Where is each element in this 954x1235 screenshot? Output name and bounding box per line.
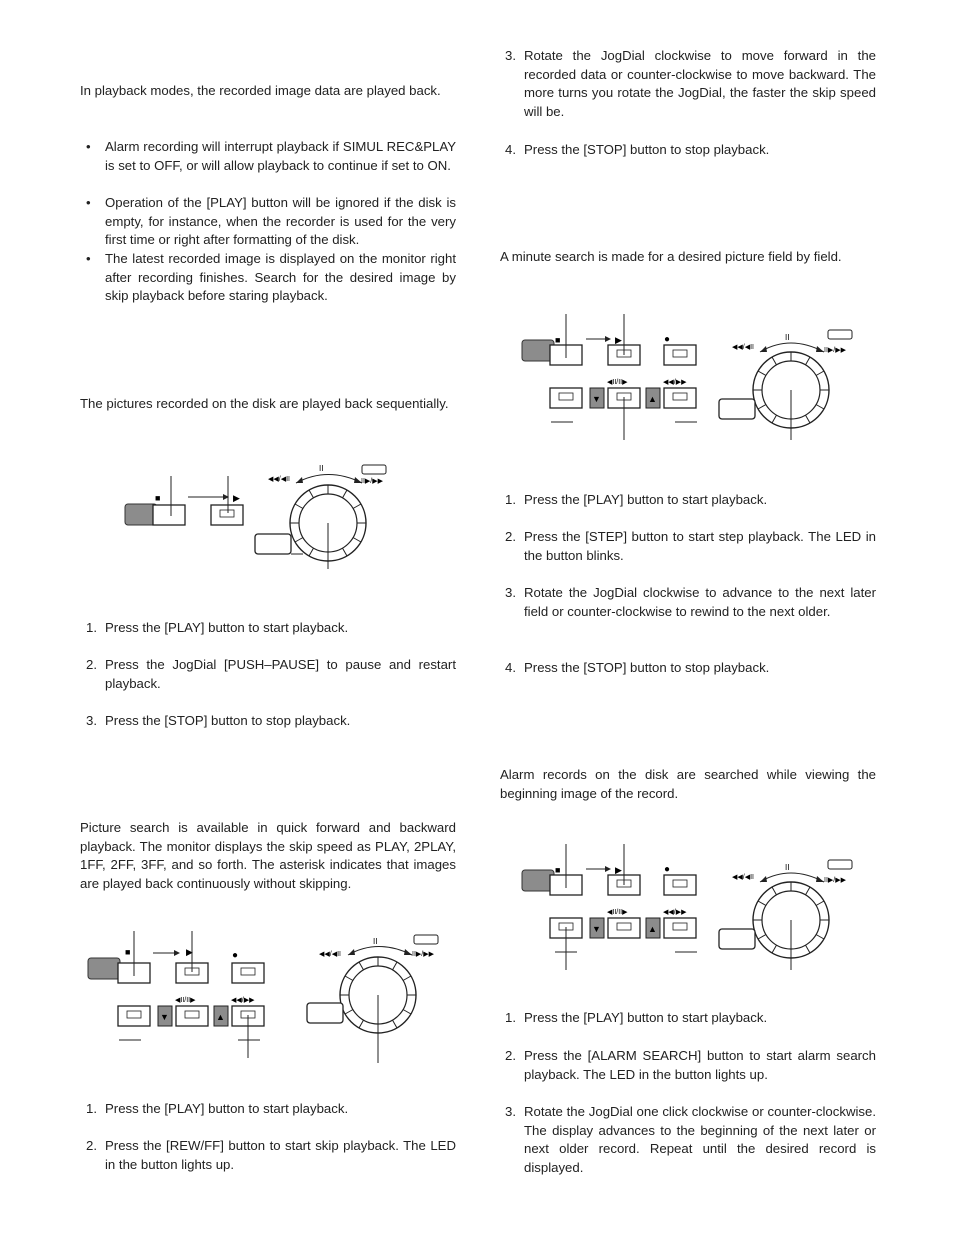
svg-text:◀◀/▶▶: ◀◀/▶▶ [663, 379, 687, 386]
svg-text:▶: ▶ [186, 947, 193, 957]
svg-text:●: ● [664, 864, 671, 875]
svg-text:II▶/▶▶: II▶/▶▶ [824, 347, 846, 354]
svg-text:◀◀/▶▶: ◀◀/▶▶ [231, 997, 255, 1004]
svg-text:■: ■ [555, 865, 561, 875]
svg-text:◀◀/▶▶: ◀◀/▶▶ [663, 909, 687, 916]
svg-text:●: ● [232, 950, 239, 961]
alarm-intro: Alarm records on the disk are searched while viewing the beginning image of the record. [500, 767, 876, 801]
step-step: 1. Press the [PLAY] button to start playback. [505, 492, 768, 507]
svg-text:▼: ▼ [160, 1012, 169, 1022]
shuttle-indicator [362, 465, 386, 474]
play-symbol: ▶ [233, 493, 240, 503]
svg-text:◀◀/◀II: ◀◀/◀II [732, 344, 754, 351]
step-diagram [520, 312, 866, 452]
play-led [220, 510, 234, 517]
svg-text:▲: ▲ [648, 394, 657, 404]
step-step: 2. Press the [STEP] button to start step playback. The LED in the button blinks. [505, 529, 876, 563]
skip-intro: Picture search is available in quick forward and backward playback. The monitor displays the skip speed as PLAY, 2PLAY, 1FF, 2FF, 3FF, and so forth. The asterisk indicates that images are played back continuously without skipping. [80, 820, 456, 891]
svg-text:◀II/II▶: ◀II/II▶ [175, 997, 196, 1004]
alarm-step: 1. Press the [PLAY] button to start playback. [505, 1010, 768, 1025]
stop-symbol: ■ [155, 493, 161, 503]
playback-step: 3. Press the [STOP] button to stop playback. [86, 713, 351, 728]
svg-text:▲: ▲ [216, 1012, 225, 1022]
skip-step: 4. Press the [STOP] button to stop playback. [505, 142, 770, 157]
playback-step: 2. Press the JogDial [PUSH–PAUSE] to pause and restart playback. [86, 657, 456, 691]
svg-text:▼: ▼ [592, 924, 601, 934]
playback-diagram [118, 458, 398, 570]
rew-step-label: ◀◀/◀II [268, 476, 290, 483]
step-intro: A minute search is made for a desired picture field by field. [500, 249, 842, 264]
side-key [125, 504, 157, 525]
svg-text:◀II/II▶: ◀II/II▶ [607, 909, 628, 916]
bullet-item: • Operation of the [PLAY] button will be ignored if the disk is empty, for instance, when the recorder is used for the very first time or right after formatting of the disk. [86, 195, 456, 248]
svg-text:▶: ▶ [615, 865, 622, 875]
svg-text:●: ● [664, 334, 671, 345]
step-step: 3. Rotate the JogDial clockwise to advance to the next later field or counter-clockwise to rewind to the next older. [505, 585, 876, 619]
playback-step: 1. Press the [PLAY] button to start playback. [86, 620, 349, 635]
svg-text:▲: ▲ [648, 924, 657, 934]
intro-text: In playback modes, the recorded image data are played back. [80, 83, 441, 98]
skip-step: 3. Rotate the JogDial clockwise to move forward in the recorded data or counter-clockwise to move backward. The more turns you rotate the JogDial, the faster the skip speed will be. [505, 48, 876, 119]
svg-text:II: II [373, 937, 378, 946]
bullet-item: • The latest recorded image is displayed on the monitor right after recording finishes. Search for the desired image by skip playback before staring playback. [86, 251, 456, 304]
pause-label: II [319, 464, 324, 473]
alarm-diagram [520, 842, 866, 982]
step-step: 4. Press the [STOP] button to stop playback. [505, 660, 770, 675]
alarm-step: 3. Rotate the JogDial one click clockwise or counter-clockwise. The display advances to the beginning of the next later or next older record. Repeat until the desired record is displayed. [505, 1104, 876, 1175]
svg-text:II▶/▶▶: II▶/▶▶ [412, 951, 434, 958]
alarm-step: 2. Press the [ALARM SEARCH] button to start alarm search playback. The LED in the button lights up. [505, 1048, 876, 1082]
svg-text:◀II/II▶: ◀II/II▶ [607, 379, 628, 386]
svg-text:II: II [785, 333, 790, 342]
ff-step-label: II▶/▶▶ [361, 478, 383, 485]
svg-text:II: II [785, 863, 790, 872]
playback-intro: The pictures recorded on the disk are played back sequentially. [80, 396, 449, 411]
skip-step: 1. Press the [PLAY] button to start playback. [86, 1101, 349, 1116]
svg-text:■: ■ [125, 947, 131, 957]
stop-button[interactable] [153, 505, 185, 525]
svg-text:II▶/▶▶: II▶/▶▶ [824, 877, 846, 884]
skip-step: 2. Press the [REW/FF] button to start skip playback. The LED in the button lights up. [86, 1138, 456, 1172]
svg-text:◀◀/◀II: ◀◀/◀II [319, 951, 341, 958]
shuttle-button[interactable] [255, 534, 291, 554]
svg-text:▶: ▶ [615, 335, 622, 345]
bullet-item: • Alarm recording will interrupt playback if SIMUL REC&PLAY is set to OFF, or will allow playback to continue if set to ON. [86, 139, 456, 173]
svg-text:■: ■ [555, 335, 561, 345]
svg-text:◀◀/◀II: ◀◀/◀II [732, 874, 754, 881]
svg-text:▼: ▼ [592, 394, 601, 404]
skip-diagram [86, 928, 446, 1068]
